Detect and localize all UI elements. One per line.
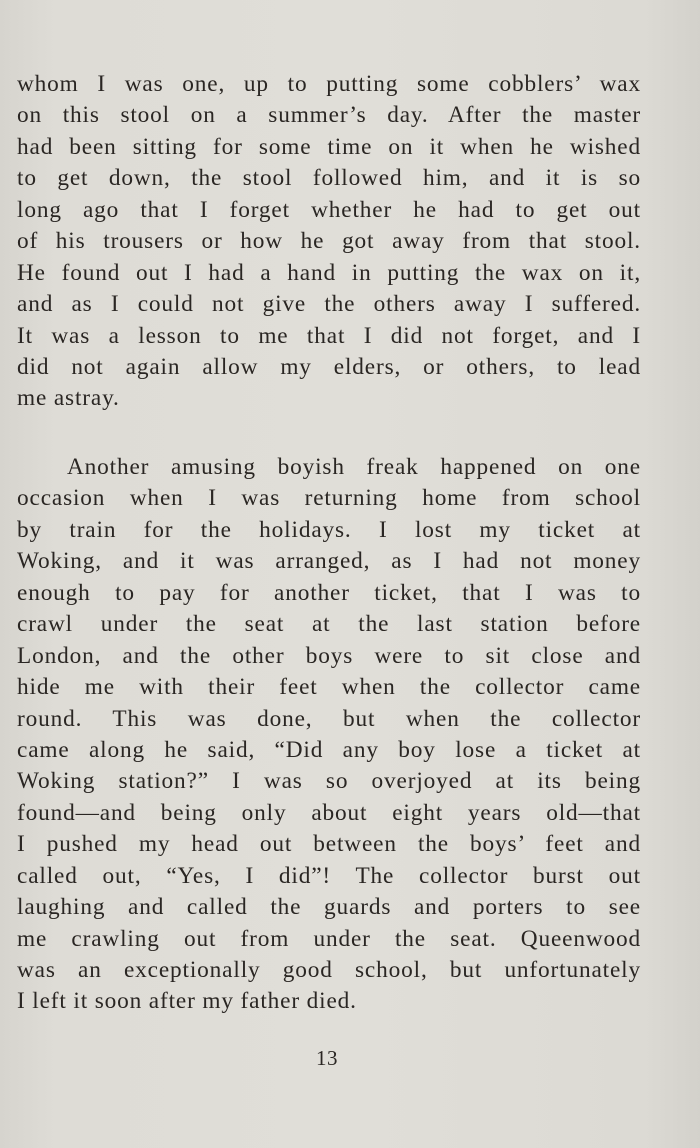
text-line: found—and being only about eight years old—that	[17, 799, 641, 826]
text-line: did not again allow my elders, or others, to lead	[17, 353, 641, 380]
text-line: to get down, the stool followed him, and it is so	[17, 165, 641, 192]
text-line: round. This was done, but when the collector	[17, 705, 641, 732]
page-number: 13	[316, 1046, 338, 1070]
paragraph	[17, 69, 641, 415]
text-line: laughing and called the guards and porters to see	[17, 894, 641, 921]
text-line: Another amusing boyish freak happened on one	[67, 454, 641, 480]
text-line: I left it soon after my father died.	[17, 988, 357, 1015]
text-line: me crawling out from under the seat. Queenwood	[17, 925, 641, 952]
text-line: He found out I had a hand in putting the wax on it,	[17, 259, 641, 286]
text-line: It was a lesson to me that I did not forget, and I	[17, 322, 641, 349]
text-line: whom I was one, up to putting some cobblers’ wax	[17, 71, 641, 97]
text-line: I pushed my head out between the boys’ feet and	[17, 831, 641, 858]
text-line: by train for the holidays. I lost my ticket at	[17, 516, 641, 543]
text-line: hide me with their feet when the collector came	[17, 674, 641, 701]
text-line: enough to pay for another ticket, that I was to	[17, 579, 641, 606]
text-line: Woking, and it was arranged, as I had not money	[17, 548, 641, 575]
text-line: and as I could not give the others away I suffered.	[17, 291, 641, 318]
text-line: of his trousers or how he got away from that stool.	[17, 228, 641, 255]
paragraph	[17, 452, 641, 1018]
text-line: crawl under the seat at the last station before	[17, 611, 641, 638]
text-line: had been sitting for some time on it when he wished	[17, 133, 641, 160]
text-line: Woking station?” I was so overjoyed at its being	[17, 768, 641, 795]
text-line: London, and the other boys were to sit close and	[17, 642, 641, 669]
text-line: on this stool on a summer’s day. After the master	[17, 102, 641, 129]
text-line: was an exceptionally good school, but unfortunately	[17, 957, 641, 983]
text-line: called out, “Yes, I did”! The collector burst out	[17, 862, 641, 889]
text-line: came along he said, “Did any boy lose a ticket at	[17, 736, 641, 763]
text-line: occasion when I was returning home from school	[17, 485, 641, 512]
text-line: long ago that I forget whether he had to get out	[17, 196, 641, 223]
text-line: me astray.	[17, 385, 120, 412]
